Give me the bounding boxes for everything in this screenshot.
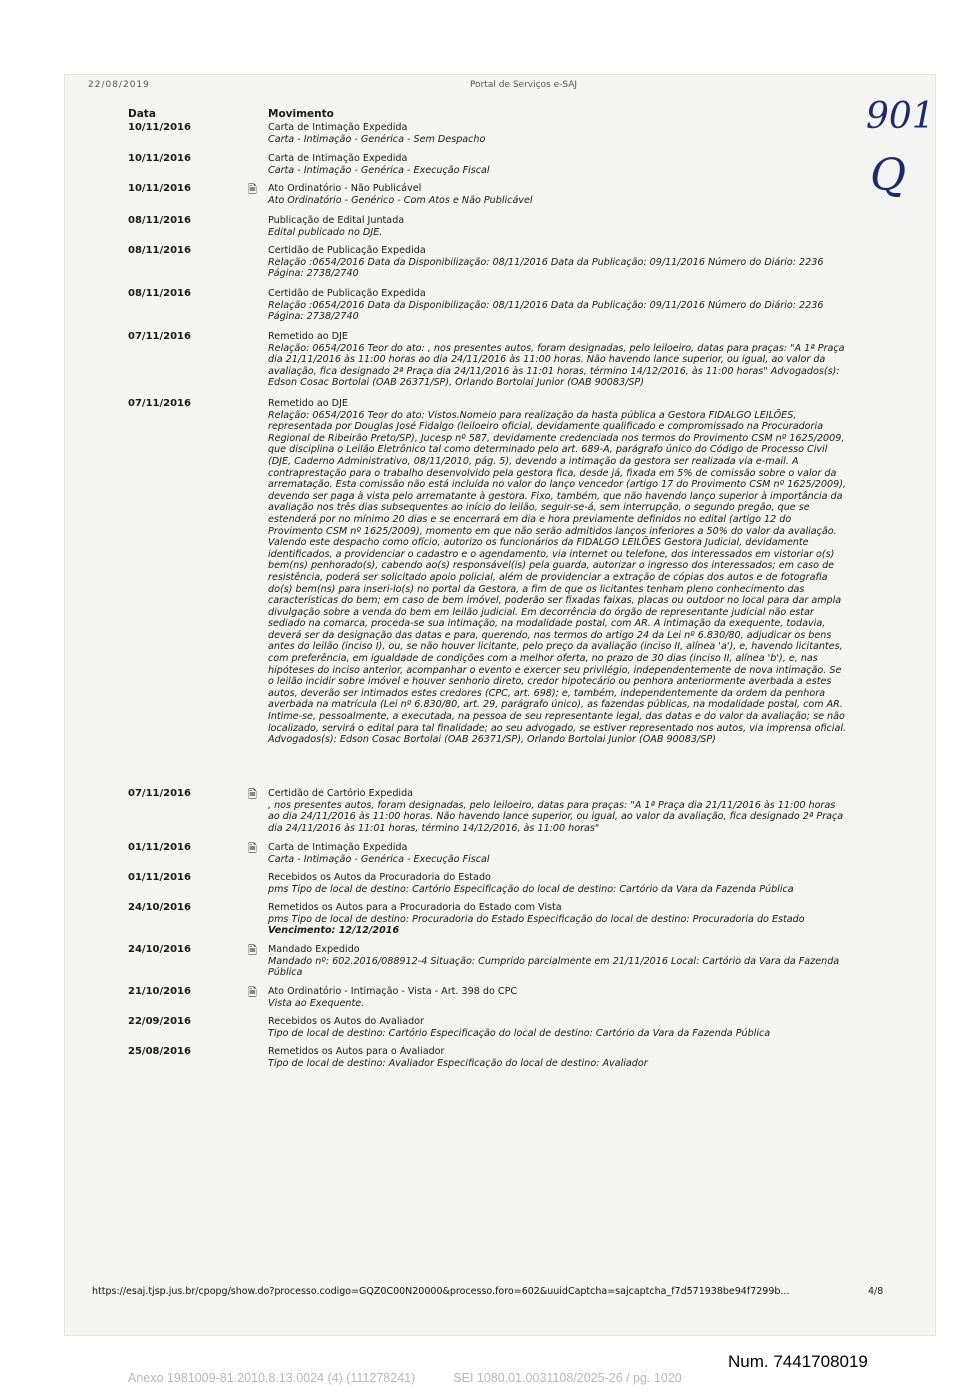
- annex-label: Anexo 1981009-81.2010.8.13.0024 (4) (111278241): [128, 1371, 416, 1385]
- movement-title[interactable]: Certidão de Cartório Expedida: [268, 788, 414, 799]
- movement-title[interactable]: Mandado Expedido: [268, 944, 360, 955]
- movement-date: 21/10/2016: [128, 986, 191, 997]
- movement-title[interactable]: Ato Ordinatório - Intimação - Vista - Art. 398 do CPC: [268, 986, 518, 997]
- movement-date: 10/11/2016: [128, 153, 191, 164]
- movement-date: 01/11/2016: [128, 842, 191, 853]
- movement-description: Relação: 0654/2016 Teor do ato: Vistos.Nomeio para realização da hasta pública a Gestora FIDALGO LEILÕES, representada por Douglas José Fidalgo (leiloeiro oficial, devidamente qualificado e compromissado na Procuradoria Regional de Ribeirão Preto/SP), Jucesp nº 587, devidamente credenciada nos termos do Provimento CSM nº 1625/2009, que disciplina o Leilão Eletrônico tal como determinado pelo art. 689-A, parágrafo único do Código de Processo Civil (DJE, Caderno Administrativo, 08/11/2010, pág. 5), devendo a intimação da gestora ser realizada via e-mail. A contraprestação para o trabalho desenvolvido pela gestora fica, desde já, fixada em 5% de comissão sobre o valor da arrematação. Esta comissão não está incluída no valor do lanço vencedor (artigo 17 do Provimento CSM nº 1625/2009), devendo ser paga à vista pelo arrematante à gestora. Fixo, também, que não havendo lanço superior à importância da avaliação nos três dias subsequentes ao início do leilão, seguir-se-á, sem interrupção, o segundo pregão, que se estenderá por no mínimo 20 dias e se encerrará em dia e hora previamente definidos no edital (artigo 12 do Provimento CSM nº 1625/2009), momento em que não serão admitidos lanços inferiores a 50% do valor da avaliação. Valendo este despacho como ofício, autorizo os funcionários da FIDALGO LEILÕES Gestora Judicial, devidamente identificados, a providenciar o cadastro e o agendamento, via internet ou telefone, dos interessados em vistoriar o(s) bem(ns) penhorado(s), cabendo ao(s) responsável(is) pela guarda, autorizar o ingresso dos interessados; em caso de resistência, poderá ser solicitado apoio policial, além de providenciar a extração de cópias dos autos e de fotografia do(s) bem(ns) para inseri-lo(s) no portal da Gestora, a fim de que os licitantes tenham pleno conhecimento das características do bem; em caso de bem imóvel, poderão ser fixadas faixas, placas ou outdoor no local para dar ampla divulgação sobre a venda do bem em leilão judicial. Em decorrência do órgão de representante judicial não estar sediado na comarca, proceda-se sua intimação, na modalidade postal, com AR. A intimação da exequente, todavia, deverá ser da designação das datas e para, querendo, nos termos do artigo 24 da Lei nº 6.830/80, adjudicar os bens antes do leilão (inciso I), ou, se não houver licitante, pelo preço da avaliação (inciso II, alínea 'a'), e, havendo licitantes, com preferência, em igualdade de condições com a melhor oferta, no prazo de 30 dias (inciso II, alínea 'b'), e, nas hipóteses do inciso anterior, acompanhar o evento e exercer seu privilégio, independentemente de nova intimação. Se o leilão incidir sobre imóvel e houver senhorio direto, credor hipotecário ou penhora anteriormente averbada a estes autos, deverão ser intimados estes credores (CPC, art. 698); e, também, independentemente da ordem da penhora averbada na matrícula (Lei nº 6.830/80, art. 29, parágrafo único), as fazendas públicas, na modalidade postal, com AR. Intime-se, pessoalmente, a executada, na pessoa de seu representante legal, das datas e do valor da avaliação; se não localizado, servirá o edital para tal finalidade; ao seu advogado, se estiver representado nos autos, via imprensa oficial. Advogados(s): Edson Cosac Bortolai (OAB 26371/SP), Orlando Bortolai Junior (OAB 90083/SP): [268, 409, 847, 746]
- column-header-date: Data: [128, 108, 156, 120]
- movement-date: 24/10/2016: [128, 944, 191, 955]
- sei-label: SEI 1080.01.0031108/2025-26 / pg. 1020: [453, 1371, 682, 1385]
- movement-title[interactable]: Remetido ao DJE: [268, 398, 348, 409]
- movement-date: 01/11/2016: [128, 872, 191, 883]
- movement-title[interactable]: Certidão de Publicação Expedida: [268, 245, 426, 256]
- movement-title[interactable]: Remetidos os Autos para o Avaliador: [268, 1046, 445, 1057]
- handwritten-folio: 901: [866, 96, 935, 137]
- movement-description: Vista ao Exequente.: [268, 997, 365, 1009]
- movement-date: 10/11/2016: [128, 183, 191, 194]
- movement-date: 25/08/2016: [128, 1046, 191, 1057]
- movement-title[interactable]: Certidão de Publicação Expedida: [268, 288, 426, 299]
- movement-date: 22/09/2016: [128, 1016, 191, 1027]
- due-date: Vencimento: 12/12/2016: [268, 925, 400, 937]
- movement-description: Relação: 0654/2016 Teor do ato: , nos presentes autos, foram designadas, pelo leiloeiro, datas para praças: "A 1ª Praça dia 21/11/2016 às 11:00 horas ao dia 24/11/2016 às 11:00 horas. Não havendo lance superior, ou igual, ao valor da avaliação, fica designado 2ª Praça dia 24/11/2016 às 11:01 horas, término 14/12/2016, às 11:00 horas" Advogados(s): Edson Cosac Bortolai (OAB 26371/SP), Orlando Bortolai Junior (OAB 90083/SP): [268, 342, 845, 389]
- document-icon[interactable]: 🗎: [248, 183, 257, 196]
- document-icon[interactable]: 🗎: [248, 842, 257, 855]
- movement-description: Carta - Intimação - Genérica - Execução Fiscal: [268, 853, 490, 865]
- movement-date: 07/11/2016: [128, 331, 191, 342]
- movement-date: 07/11/2016: [128, 398, 191, 409]
- movement-date: 08/11/2016: [128, 215, 191, 226]
- movement-title[interactable]: Carta de Intimação Expedida: [268, 122, 408, 133]
- annex-footer: [128, 1371, 682, 1385]
- movement-title[interactable]: Remetido ao DJE: [268, 331, 348, 342]
- document-number: Num. 7441708019: [728, 1352, 868, 1371]
- movement-description: Mandado nº: 602.2016/088912-4 Situação: Cumprido parcialmente em 21/11/2016 Local: Cartório da Vara da Fazenda Pública: [268, 955, 840, 979]
- movement-description: pms Tipo de local de destino: Cartório Especificação do local de destino: Cartório da Vara da Fazenda Pública: [268, 883, 794, 895]
- movement-date: 24/10/2016: [128, 902, 191, 913]
- movement-description: pms Tipo de local de destino: Procuradoria do Estado Especificação do local de destino: Procuradoria do Estado: [268, 913, 805, 925]
- movement-title[interactable]: Carta de Intimação Expedida: [268, 842, 408, 853]
- movement-date: 10/11/2016: [128, 122, 191, 133]
- movement-description: Ato Ordinatório - Genérico - Com Atos e Não Publicável: [268, 194, 533, 206]
- movement-description: Relação :0654/2016 Data da Disponibilização: 08/11/2016 Data da Publicação: 09/11/2016 Número do Diário: 2236 Página: 2738/2740: [268, 256, 824, 280]
- page-number: 4/8: [868, 1286, 884, 1297]
- movement-date: 08/11/2016: [128, 245, 191, 256]
- movement-date: 07/11/2016: [128, 788, 191, 799]
- movement-description: , nos presentes autos, foram designadas, pelo leiloeiro, datas para praças: "A 1ª Praça dia 21/11/2016 às 11:00 horas ao dia 24/11/2016 às 11:00 horas. Não havendo lance superior, ou igual, ao valor da avaliação, fica designado 2ª Praça dia 24/11/2016 às 11:01 horas, término 14/12/2016, às 11:00 horas": [268, 799, 844, 834]
- document-icon[interactable]: 🗎: [248, 986, 257, 999]
- page-url[interactable]: https://esaj.tjsp.jus.br/cpopg/show.do?processo.codigo=GQZ0C00N20000&processo.foro=602&uuidCaptcha=sajcaptcha_f7d571938be94f7299b...: [92, 1286, 790, 1297]
- document-icon[interactable]: 🗎: [248, 944, 257, 957]
- portal-title: Portal de Serviços e-SAJ: [470, 80, 578, 90]
- movement-description: Tipo de local de destino: Avaliador Especificação do local de destino: Avaliador: [268, 1057, 648, 1069]
- movement-date: 08/11/2016: [128, 288, 191, 299]
- movement-description: Tipo de local de destino: Cartório Especificação do local de destino: Cartório da Vara da Fazenda Pública: [268, 1027, 771, 1039]
- handwritten-initials: Q: [870, 150, 907, 201]
- movement-title[interactable]: Publicação de Edital Juntada: [268, 215, 405, 226]
- movement-description: Edital publicado no DJE.: [268, 226, 383, 238]
- movement-title[interactable]: Recebidos os Autos da Procuradoria do Estado: [268, 872, 491, 883]
- movement-description: Carta - Intimação - Genérica - Execução Fiscal: [268, 164, 490, 176]
- print-date: 22/08/2019: [88, 80, 150, 90]
- movement-title[interactable]: Ato Ordinatório - Não Publicável: [268, 183, 422, 194]
- movement-title[interactable]: Recebidos os Autos do Avaliador: [268, 1016, 424, 1027]
- document-icon[interactable]: 🗎: [248, 788, 257, 801]
- movement-description: Relação :0654/2016 Data da Disponibilização: 08/11/2016 Data da Publicação: 09/11/2016 Número do Diário: 2236 Página: 2738/2740: [268, 299, 824, 323]
- movement-title[interactable]: Remetidos os Autos para a Procuradoria do Estado com Vista: [268, 902, 562, 913]
- column-header-movement: Movimento: [268, 108, 334, 120]
- movement-title[interactable]: Carta de Intimação Expedida: [268, 153, 408, 164]
- movement-description: Carta - Intimação - Genérica - Sem Despacho: [268, 133, 486, 145]
